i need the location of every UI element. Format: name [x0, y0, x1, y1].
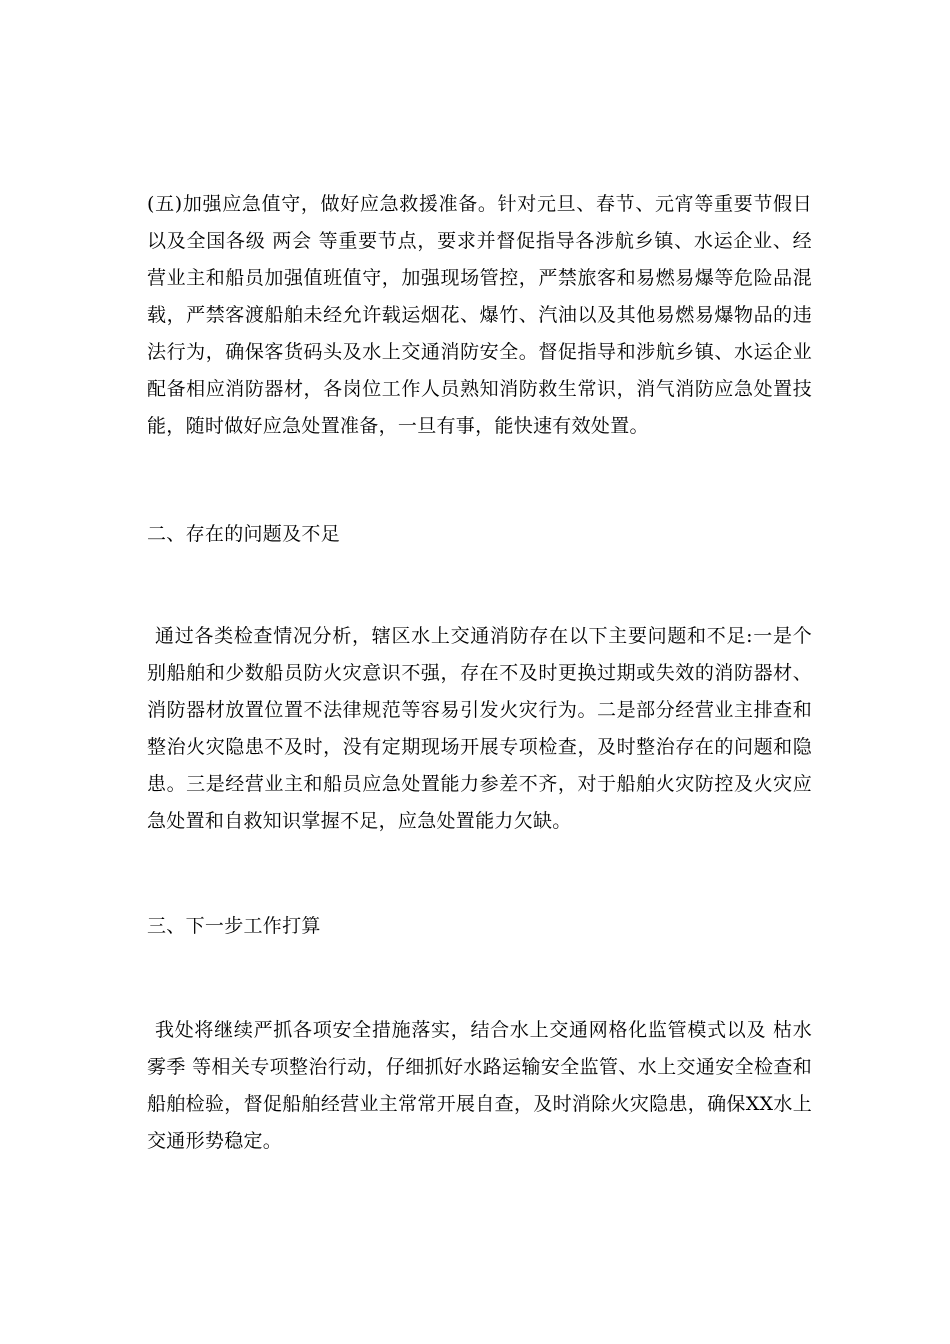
paragraph-problems: 通过各类检查情况分析，辖区水上交通消防存在以下主要问题和不足:一是个别船舶和少数船员防火灾意识不强，存在不及时更换过期或失效的消防器材、消防器材放置位置不法律规范等容易引发火灾行为。二是部分经营业主排查和整治火灾隐患不及时，没有定期现场开展专项检查，及时整治存在的问题和隐患。三是经营业主和船员应急处置能力参差不齐，对于船舶火灾防控及火灾应急处置和自救知识掌握不足，应急处置能力欠缺。 [147, 625, 812, 832]
paragraph-emergency-duty: (五)加强应急值守，做好应急救援准备。针对元旦、春节、元宵等重要节假日以及全国各级 两会 等重要节点，要求并督促指导各涉航乡镇、水运企业、经营业主和船员加强值班值守，加强现场管控，严禁旅客和易燃易爆等危险品混载，严禁客渡船舶未经允许载运烟花、爆竹、汽油以及其他易燃易爆物品的违法行为，确保客货码头及水上交通消防安全。督促指导和涉航乡镇、水运企业配备相应消防器材，各岗位工作人员熟知消防救生常识，消气消防应急处置技能，随时做好应急处置准备，一旦有事，能快速有效处置。 [147, 193, 812, 437]
section-heading-problems: 二、存在的问题及不足 [147, 523, 341, 545]
paragraph-next-steps: 我处将继续严抓各项安全措施落实，结合水上交通网格化监管模式以及 枯水雾季 等相关专项整治行动，仔细抓好水路运输安全监管、水上交通安全检查和船舶检验，督促船舶经营业主常常开展自查，及时消除火灾隐患，确保XX水上交通形势稳定。 [147, 1019, 812, 1152]
section-heading-next-steps: 三、下一步工作打算 [147, 915, 321, 937]
